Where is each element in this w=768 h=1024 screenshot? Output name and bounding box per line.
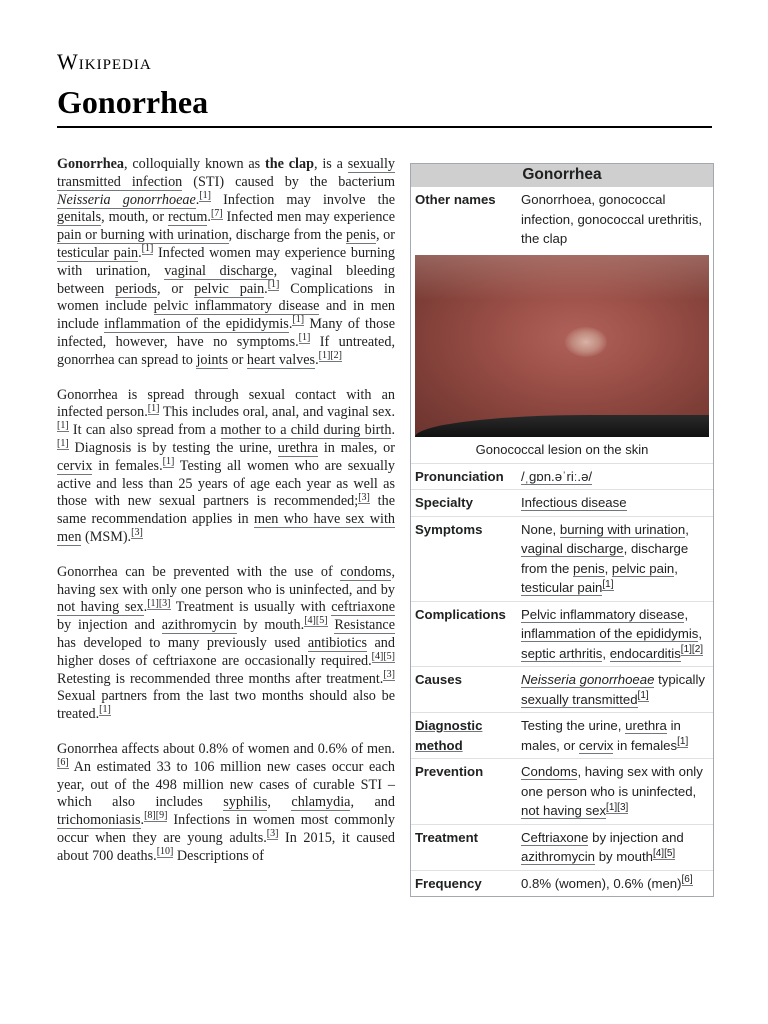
text: , or [156, 280, 195, 297]
citation-link[interactable]: [4][5] [304, 615, 328, 627]
text: by mouth [595, 849, 653, 864]
link-penis[interactable]: penis [345, 227, 376, 244]
citation-link[interactable]: [4][5] [371, 650, 395, 662]
link-ceftriaxone[interactable]: ceftriaxone [331, 599, 395, 616]
text: in females. [92, 457, 163, 474]
text: , discharge from the [228, 227, 346, 244]
link-msm[interactable]: men who have sex with men [57, 511, 395, 545]
link-neisseria[interactable]: Neisseria gonorrhoeae [521, 672, 655, 687]
link-dysuria[interactable]: pain or burning with urination [57, 227, 229, 244]
text: It can also spread from a [68, 422, 221, 439]
citation-link[interactable]: [10] [156, 845, 174, 857]
text: . [315, 351, 319, 368]
link-abstinence[interactable]: not having sex [521, 803, 607, 818]
text: Many of those infected, however, have no symptoms. [57, 316, 395, 350]
citation-link[interactable]: [1][2] [318, 350, 342, 362]
text: by injection and [57, 617, 162, 634]
infobox-label: Other names [415, 192, 496, 207]
text: . [264, 280, 268, 297]
infobox-label: Treatment [415, 829, 479, 845]
infobox-label: Complications [415, 606, 506, 622]
link-pelvic-pain[interactable]: pelvic pain [194, 280, 265, 297]
infobox-row-symptoms [411, 516, 713, 601]
infobox-label: Frequency [415, 875, 482, 891]
text: . [140, 812, 145, 829]
infobox-label: Specialty [415, 495, 473, 510]
link-trichomoniasis[interactable]: trichomoniasis [57, 812, 141, 829]
citation-link[interactable]: [1] [199, 189, 211, 201]
citation-link[interactable]: [1] [267, 278, 280, 290]
page-title: Gonorrhea [57, 84, 209, 120]
link-cervix[interactable]: cervix [578, 737, 614, 753]
link-vertical-transmission[interactable]: mother to a child during birth [220, 422, 392, 439]
link-ceftriaxone[interactable]: Ceftriaxone [521, 829, 589, 845]
title-divider [57, 126, 712, 128]
infobox-value [521, 467, 709, 487]
text: by injection and [588, 829, 684, 845]
link-cervix[interactable]: cervix [57, 457, 93, 474]
citation-link[interactable]: [8][9] [144, 810, 168, 822]
text: Gonorrhea can be prevented with the use of [57, 563, 341, 580]
link-septic-arthritis[interactable]: septic arthritis [521, 645, 603, 661]
link-antibiotics[interactable]: antibiotics [307, 634, 367, 651]
link-epididymitis[interactable]: inflammation of the epididymis [104, 316, 289, 333]
infobox-value [521, 670, 709, 709]
infobox-row-complications [411, 601, 713, 667]
text: , vaginal bleeding between [57, 262, 395, 297]
link-chlamydia[interactable]: chlamydia [291, 794, 351, 811]
text: Treatment is usually with [170, 599, 332, 616]
text: Gonorrhea is spread through sexual contact with an infected person. [57, 386, 395, 421]
link-sti[interactable]: sexually transmitted infection [57, 156, 395, 190]
link-specialty[interactable]: Infectious disease [521, 495, 627, 510]
skin-lesion [565, 327, 607, 357]
text: , and [350, 794, 395, 811]
link-testicular-pain[interactable]: testicular pain [57, 244, 139, 261]
pronunciation-link[interactable]: /ˌɡɒn.əˈriː.ə/ [521, 468, 593, 484]
text: , having sex with only one person who is uninfected, and by [57, 563, 395, 598]
link-vaginal-discharge[interactable]: vaginal discharge [164, 262, 274, 279]
infobox-value [521, 828, 709, 867]
text: None, [521, 521, 560, 537]
link-dysuria[interactable]: burning with urination [559, 521, 686, 537]
link-endocarditis[interactable]: endocarditis [609, 645, 681, 661]
infobox-label[interactable]: Diagnostic method [415, 718, 483, 753]
link-urethra[interactable]: urethra [625, 718, 667, 733]
citation-link[interactable]: [1][3] [147, 597, 171, 609]
text: . [207, 209, 211, 226]
infobox-value [521, 605, 709, 664]
text: Sexual partners from the last two months should also be treated. [57, 688, 395, 723]
link-pelvic-pain[interactable]: pelvic pain [611, 560, 675, 576]
citation-link[interactable]: [1] [637, 690, 649, 702]
infobox-label: Causes [415, 672, 462, 687]
infobox-row-specialty [411, 489, 713, 516]
text: Infected women may experience burning with urination, [57, 244, 395, 279]
citation-link[interactable]: [3] [358, 491, 370, 503]
text: by mouth. [236, 617, 305, 634]
link-resistance[interactable]: Resistance [334, 617, 396, 634]
citation-link[interactable]: [1] [147, 402, 160, 414]
bold-term: the clap [265, 156, 314, 172]
paragraph-transmission [57, 387, 395, 547]
link-syphilis[interactable]: syphilis [223, 794, 268, 811]
paragraph-prevention [57, 564, 395, 724]
citation-link[interactable]: [1] [298, 332, 311, 344]
text: , discharge from the [521, 541, 689, 576]
infobox-row-diagnostic [411, 712, 713, 758]
infobox-title: Gonorrhea [411, 164, 713, 187]
text: . [138, 244, 142, 261]
text: typically [654, 672, 705, 687]
link-abstinence[interactable]: not having sex [57, 599, 144, 616]
text: Testing all women who are sexually active and less than 25 years of age each year as well as those with new sexual partners is recommended; [57, 457, 395, 510]
link-joints[interactable]: joints [196, 351, 228, 368]
text: 0.8% (women), 0.6% (men) [521, 875, 682, 891]
infobox-label: Symptoms [415, 521, 483, 537]
text: Descriptions of [173, 847, 264, 864]
citation-link[interactable]: [1][3] [606, 801, 629, 813]
text: (STI) caused by the bacterium [182, 173, 395, 190]
text: , mouth, or [101, 209, 169, 226]
citation-link[interactable]: [1][2] [680, 644, 704, 656]
link-pid[interactable]: Pelvic inflammatory disease [521, 606, 685, 622]
infobox-label: Prevention [415, 764, 484, 779]
link-azithromycin[interactable]: azithromycin [521, 849, 596, 864]
text: , [698, 626, 703, 641]
link-epididymitis[interactable]: inflammation of the epididymis [521, 626, 699, 641]
text: the same recommendation applies in [57, 493, 395, 528]
text: , colloquially known as [124, 156, 266, 172]
link-testicular-pain[interactable]: testicular pain [521, 580, 603, 595]
text: , [267, 794, 292, 811]
text: has developed to many previously used [57, 634, 308, 651]
text: An estimated 33 to 106 million new cases occur each year, out of the 498 million new cases of curable STI – which also includes [57, 758, 395, 811]
text: Retesting is recommended three months after treatment. [57, 670, 384, 687]
link-neisseria[interactable]: Neisseria gonorrhoeae [57, 191, 196, 208]
text: , having sex with only one person who is uninfected, [521, 764, 703, 799]
text: In 2015, it caused about 700 deaths. [57, 829, 395, 864]
infobox-label: Pronunciation [415, 468, 504, 484]
text: , [684, 606, 689, 622]
text: , is a [313, 156, 348, 172]
citation-link[interactable]: [1] [677, 736, 689, 748]
citation-link[interactable]: [4][5] [652, 847, 676, 859]
link-genitals[interactable]: genitals [57, 209, 102, 226]
link-penis[interactable]: penis [573, 560, 605, 576]
text: Infection may involve the [210, 191, 395, 208]
article-body [57, 156, 395, 882]
text: , [602, 645, 610, 661]
text: . [288, 316, 293, 333]
text: , [604, 560, 612, 576]
infobox-value [521, 762, 709, 821]
bold-term: Gonorrhea [57, 156, 124, 172]
infobox-value [521, 520, 709, 598]
infobox-row-pronunciation [411, 463, 713, 490]
lesion-image[interactable] [415, 255, 709, 437]
paragraph-epidemiology [57, 741, 395, 866]
text: (MSM). [81, 528, 132, 545]
citation-link[interactable]: [7] [210, 207, 223, 219]
link-rectum[interactable]: rectum [168, 209, 208, 226]
citation-link[interactable]: [1] [292, 314, 305, 326]
text: and higher doses of ceftriaxone are occasionally required. [57, 634, 395, 669]
citation-link[interactable]: [1] [162, 456, 175, 468]
link-condoms[interactable]: condoms [340, 563, 392, 580]
text: in females [613, 737, 678, 753]
text: If untreated, gonorrhea can spread to [57, 333, 395, 368]
citation-link[interactable]: [3] [131, 527, 143, 539]
link-vaginal-discharge[interactable]: vaginal discharge [521, 541, 624, 556]
infobox-row-other-names [411, 187, 713, 252]
infobox [410, 163, 714, 897]
image-shadow [415, 415, 709, 437]
text: Testing the urine, [521, 718, 626, 733]
link-azithromycin[interactable]: azithromycin [161, 617, 237, 634]
text: . [391, 422, 395, 439]
citation-link[interactable]: [3] [266, 828, 279, 840]
link-sti[interactable]: sexually transmitted [521, 691, 638, 707]
infobox-row-frequency [411, 870, 713, 897]
infobox-row-prevention [411, 758, 713, 824]
link-urethra[interactable]: urethra [277, 439, 318, 456]
link-pid[interactable]: pelvic inflammatory disease [153, 298, 320, 315]
text: , or [375, 227, 396, 244]
citation-link[interactable]: [6] [57, 756, 69, 768]
citation-link[interactable]: [1] [99, 704, 111, 716]
citation-link[interactable]: [1] [57, 420, 69, 432]
citation-link[interactable]: [1] [141, 243, 154, 255]
text: Complications in women include [57, 280, 395, 315]
text: . [143, 599, 148, 616]
link-heart-valves[interactable]: heart valves [246, 351, 316, 368]
infobox-value: Gonorrhoea, gonococcal infection, gonococcal urethritis, the clap [521, 192, 703, 246]
infobox-value [521, 716, 709, 755]
text: , [674, 560, 678, 576]
text: Diagnosis is by testing the urine, [68, 439, 278, 456]
infobox-row-causes [411, 666, 713, 712]
text: in males, or [317, 439, 395, 456]
text: Infections in women most commonly occur when they are young adults. [57, 812, 395, 846]
text: and in men include [57, 298, 395, 333]
link-condoms[interactable]: Condoms [521, 764, 578, 779]
wikipedia-logo[interactable]: Wikipedia [57, 49, 152, 74]
citation-link[interactable]: [1] [602, 578, 614, 590]
text: , [685, 521, 689, 537]
paragraph-intro [57, 156, 395, 370]
text: Infected men may experience [222, 209, 396, 226]
infobox-value [521, 493, 709, 513]
text: or [228, 351, 247, 368]
link-periods[interactable]: periods [115, 280, 157, 297]
image-caption: Gonococcal lesion on the skin [475, 441, 649, 457]
citation-link[interactable]: [6] [681, 874, 693, 886]
citation-link[interactable]: [3] [383, 668, 395, 680]
infobox-row-treatment [411, 824, 713, 870]
citation-link[interactable]: [1] [57, 438, 69, 450]
image-highlight [415, 255, 709, 300]
text: This includes oral, anal, and vaginal sex. [159, 404, 395, 421]
text: . [195, 191, 200, 208]
text: Gonorrhea affects about 0.8% of women and 0.6% of men. [57, 740, 395, 757]
text: in males, or [521, 718, 681, 753]
infobox-value [521, 874, 709, 894]
